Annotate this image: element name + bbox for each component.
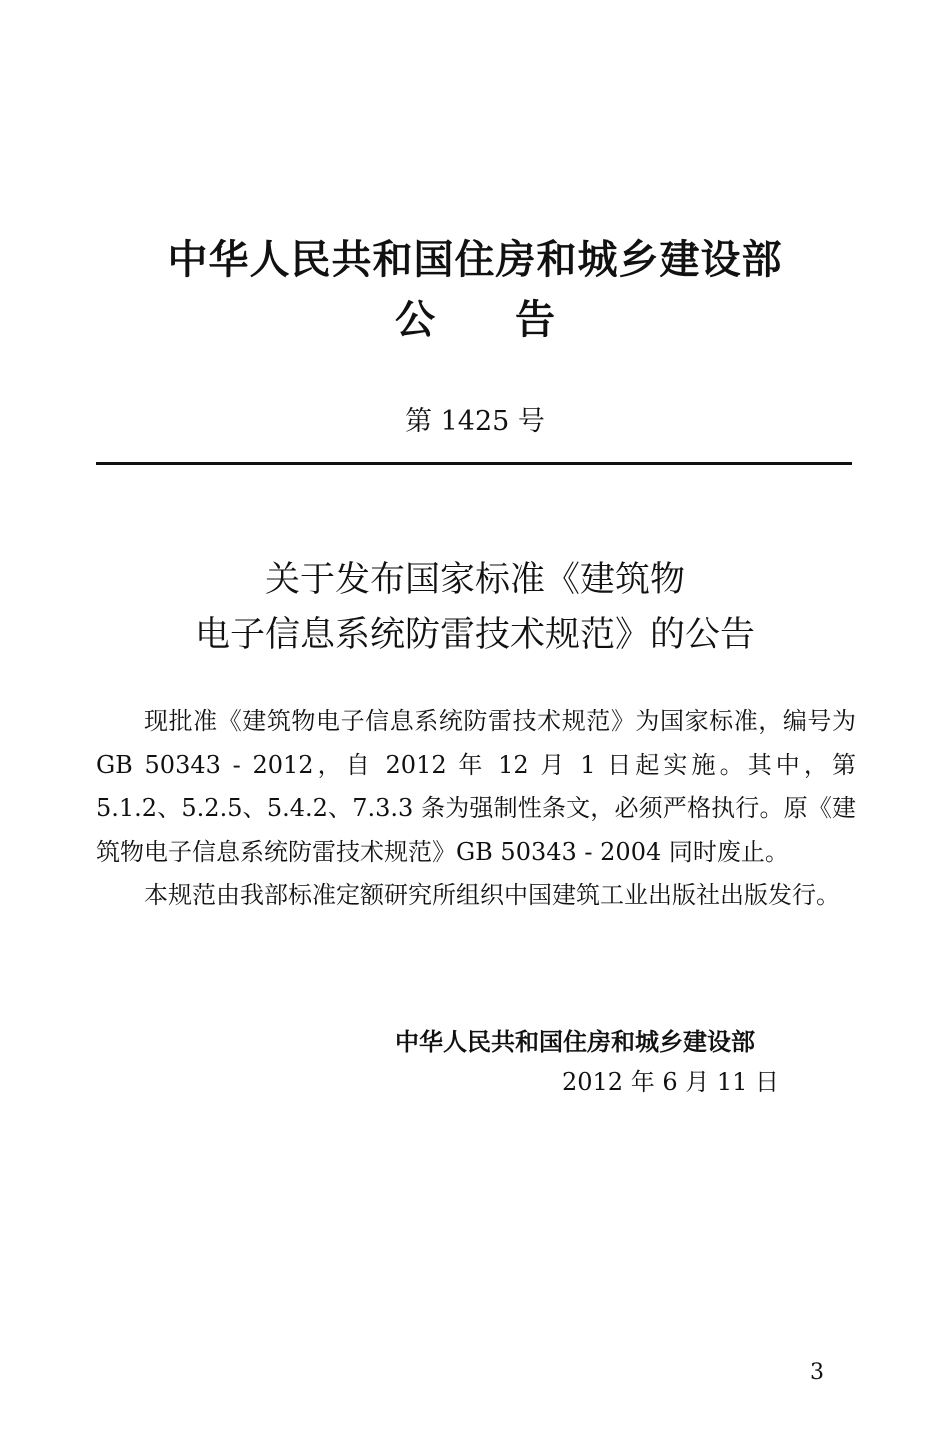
header-divider [96, 462, 852, 465]
page-number: 3 [810, 1360, 824, 1385]
body-paragraph-2: 本规范由我部标准定额研究所组织中国建筑工业出版社出版发行。 [144, 881, 840, 909]
announcement-number: 第 1425 号 [405, 406, 545, 437]
ministry-title: 中华人民共和国住房和城乡建设部 [167, 237, 783, 283]
notice-title-line-1: 关于发布国家标准《建筑物 [264, 560, 685, 600]
signature-date: 2012 年 6 月 11 日 [562, 1068, 780, 1096]
signature-organization: 中华人民共和国住房和城乡建设部 [395, 1028, 755, 1056]
announcement-label: 公告 [395, 297, 635, 343]
body-paragraph-1: 现批准《建筑物电子信息系统防雷技术规范》为国家标准，编号为 GB 50343 - 2012，自 2012 年 12 月 1 日起实施。其中，第 5.1.2、5.2.5、5.4.2、7.3.3 条为强制性条文，必须严格执行。原《建筑物电子信息系统防雷技术规范》GB 50343 - 2004 同时废止。 [96, 707, 856, 866]
notice-title-line-2: 电子信息系统防雷技术规范》的公告 [194, 615, 755, 655]
notice-body [96, 700, 856, 918]
notice-title [0, 553, 950, 663]
